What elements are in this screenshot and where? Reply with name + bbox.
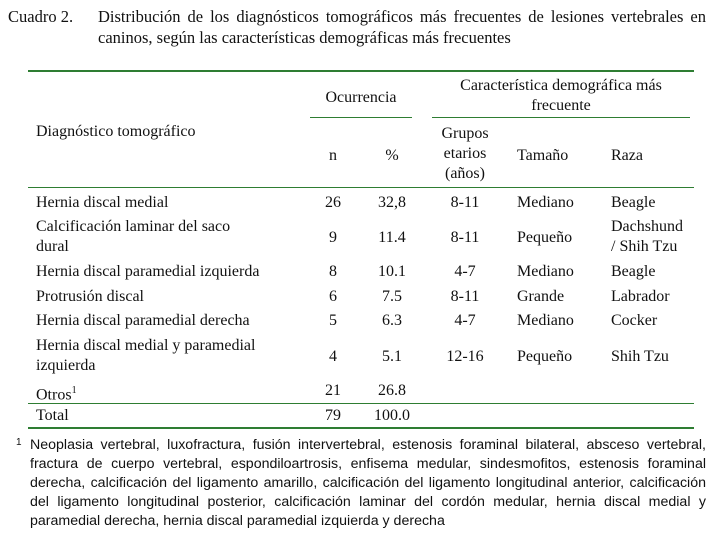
footnote-number: 1 [16,437,22,448]
row-tamano: Grande [517,288,565,305]
row-n: 4 [329,348,337,365]
row-n: 26 [325,194,341,211]
row-pct: 6.3 [382,312,402,329]
row-edad: 4-7 [454,263,476,280]
row-diagnostico-cont: izquierda [36,357,96,374]
table-footnote [16,436,706,531]
header-ocurrencia: Ocurrencia [325,89,397,106]
row-tamano: Pequeño [517,229,573,246]
row-edad: 8-11 [450,288,480,305]
footnote-text: Neoplasia vertebral, luxofractura, fusión intervertebral, estenosis foraminal bilateral, absceso vertebral, fractura de cuerpo vertebral, espondiloartrosis, enfisema medular, sindesmofitos, estenosis foraminal derecha, calcificación del ligamento amarillo, calcificación del ligamento longitudinal anterior, calcificación del ligamento longitudinal posterior, calcificación laminar del cordón medular, hernia discal medial y paramedial derecha, hernia discal paramedial izquierda y derecha [30,437,706,529]
row-tamano: Mediano [517,194,574,211]
total-label: Total [36,407,69,424]
header-tamano: Tamaño [517,147,569,164]
row-diagnostico: Hernia discal medial y paramedial [36,337,256,354]
row-tamano: Pequeño [517,348,573,365]
row-pct: 10.1 [378,263,406,280]
row-tamano: Mediano [517,263,574,280]
footnote-marker: 1 [71,385,77,396]
row-raza: Beagle [611,263,656,280]
row-edad: 8-11 [450,229,480,246]
table-top-rule [28,70,694,72]
header-grupos-1: Grupos [441,125,489,142]
row-n: 6 [329,288,337,305]
row-diagnostico: Otros$^1$ [36,385,77,404]
row-raza: Labrador [611,288,670,305]
row-diagnostico: Hernia discal paramedial izquierda [36,263,260,280]
header-pct: % [385,147,399,164]
row-pct: 26.8 [378,382,406,399]
header-bottom-rule [28,187,694,188]
header-caracteristica-1: Característica demográfica más [460,77,662,94]
row-edad: 4-7 [454,312,476,329]
row-diagnostico: Calcificación laminar del saco [36,218,231,235]
row-pct: 5.1 [382,348,402,365]
row-pct: 32,8 [378,194,406,211]
total-pct: 100.0 [374,407,410,424]
row-raza: Beagle [611,194,656,211]
row-pct: 7.5 [382,288,402,305]
header-diagnostico: Diagnóstico tomográfico [36,123,196,140]
row-diagnostico: Hernia discal paramedial derecha [36,312,250,329]
caption-label: Cuadro 2. [8,7,74,26]
row-raza: Shih Tzu [611,348,669,365]
header-caracteristica-2: frecuente [531,97,591,114]
row-diagnostico-cont: dural [36,238,69,255]
row-edad: 8-11 [450,194,480,211]
header-grupos-2: etarios [443,145,487,162]
row-edad: 12-16 [446,348,484,365]
ocurrencia-underline [310,117,412,118]
row-tamano: Mediano [517,312,574,329]
header-raza: Raza [611,147,643,164]
row-n: 5 [329,312,337,329]
row-raza: Cocker [611,312,658,329]
row-n: 21 [325,382,341,399]
row-raza-cont: / Shih Tzu [611,238,678,255]
header-grupos-3: (años) [445,165,485,182]
row-diagnostico: Hernia discal medial [36,194,169,211]
header-n: n [329,147,337,164]
row-raza: Dachshund [611,218,683,235]
table-bottom-rule [28,427,694,429]
caption-text: Distribución de los diagnósticos tomográficos más frecuentes de lesiones vertebrales en caninos, según las características demográficas más frecuentes [98,7,706,47]
row-pct: 11.4 [378,229,406,246]
row-n: 8 [329,263,337,280]
row-diagnostico: Protrusión discal [36,288,144,305]
caracteristica-underline [432,117,690,118]
total-n: 79 [325,407,341,424]
row-n: 9 [329,229,337,246]
total-top-rule [28,403,694,404]
